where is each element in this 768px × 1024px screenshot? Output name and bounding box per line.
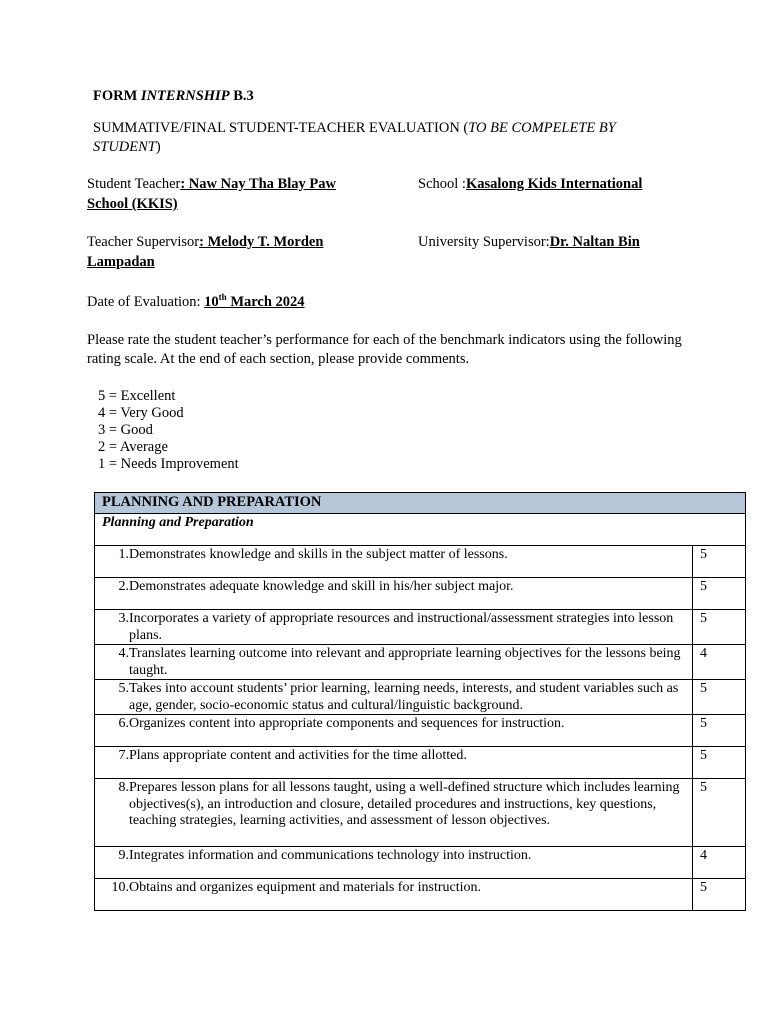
form-title-suffix: B.3	[229, 88, 254, 104]
table-row	[95, 546, 746, 578]
indicator-cell	[95, 847, 693, 879]
indicator-text: Demonstrates adequate knowledge and skill in his/her subject major.	[129, 579, 514, 594]
indicator-text: Integrates information and communications technology into instruction.	[129, 848, 532, 863]
indicator-number: 4.	[118, 646, 129, 661]
form-title-prefix: FORM	[93, 88, 141, 104]
teacher-supervisor-value-continued: Lampadan	[87, 254, 155, 270]
score-cell: 5	[693, 610, 746, 645]
teacher-supervisor-label: Teacher Supervisor	[87, 234, 200, 250]
indicator-number: 8.	[118, 780, 129, 795]
heading-main: SUMMATIVE/FINAL STUDENT-TEACHER EVALUATION (	[93, 120, 469, 136]
score-cell: 5	[693, 779, 746, 847]
rating-scale-item: 3 = Good	[98, 422, 153, 438]
indicator-text: Takes into account students’ prior learning, learning needs, interests, and student variables such as age, gender, socio-economic status and cultural/linguistic background.	[129, 681, 679, 713]
evaluation-heading	[93, 119, 616, 157]
table-row	[95, 715, 746, 747]
table-row	[95, 747, 746, 779]
indicator-number: 5.	[118, 681, 129, 696]
school-value-continued: School (KKIS)	[87, 196, 178, 212]
table-row	[95, 645, 746, 680]
university-supervisor-field	[418, 234, 640, 251]
subsection-header-row	[95, 514, 746, 546]
indicator-number: 6.	[118, 716, 129, 731]
table-row	[95, 610, 746, 645]
table-row	[95, 680, 746, 715]
indicator-text: Incorporates a variety of appropriate resources and instructional/assessment strategies into lesson plans.	[129, 611, 674, 643]
table-row	[95, 578, 746, 610]
table-row	[95, 847, 746, 879]
form-title-italic: INTERNSHIP	[140, 88, 230, 104]
rating-instructions: Please rate the student teacher’s performance for each of the benchmark indicators using the following rating scale. At the end of each section, please provide comments.	[87, 332, 682, 367]
rating-scale	[98, 388, 239, 473]
indicator-cell	[95, 610, 693, 645]
indicator-text: Obtains and organizes equipment and materials for instruction.	[129, 880, 481, 895]
indicator-text: Prepares lesson plans for all lessons taught, using a well-defined structure which includes learning objectives(s), an introduction and closure, detailed procedures and instructions, key questions, teaching strategies, learning activities, and assessment of lesson objectives.	[129, 780, 680, 828]
evaluation-table	[94, 492, 746, 911]
date-suffix: th	[218, 292, 227, 302]
rating-scale-item: 5 = Excellent	[98, 388, 176, 404]
indicator-cell	[95, 879, 693, 911]
school-field	[418, 176, 642, 193]
indicator-cell	[95, 645, 693, 680]
section-title: PLANNING AND PREPARATION	[95, 493, 746, 514]
indicator-text: Demonstrates knowledge and skills in the subject matter of lessons.	[129, 547, 508, 562]
score-cell: 4	[693, 645, 746, 680]
date-label: Date of Evaluation:	[87, 293, 205, 310]
score-cell: 5	[693, 680, 746, 715]
table-row	[95, 779, 746, 847]
date-day: 10	[204, 293, 219, 310]
indicator-text: Organizes content into appropriate components and sequences for instruction.	[129, 716, 565, 731]
rating-scale-item: 4 = Very Good	[98, 405, 184, 421]
indicator-text: Plans appropriate content and activities for the time allotted.	[129, 748, 467, 763]
subsection-title: Planning and Preparation	[95, 514, 746, 546]
indicator-cell	[95, 680, 693, 715]
table-row	[95, 879, 746, 911]
indicator-number: 2.	[118, 579, 129, 594]
indicator-cell	[95, 747, 693, 779]
heading-italic-line1: TO BE COMPELETE BY	[468, 120, 616, 136]
school-value: Kasalong Kids International	[465, 176, 643, 192]
date-value	[204, 294, 304, 310]
score-cell: 4	[693, 847, 746, 879]
indicator-number: 3.	[118, 611, 129, 626]
heading-close: )	[155, 139, 161, 155]
indicator-cell	[95, 546, 693, 578]
university-supervisor-value: Dr. Naltan Bin	[549, 234, 640, 250]
indicator-number: 10.	[111, 880, 129, 895]
teacher-supervisor-value: : Melody T. Morden	[199, 234, 324, 250]
student-teacher-label: Student Teacher	[87, 176, 181, 192]
heading-italic-line2: STUDENT	[93, 139, 156, 155]
score-cell: 5	[693, 747, 746, 779]
score-cell: 5	[693, 715, 746, 747]
indicator-text: Translates learning outcome into relevant and appropriate learning objectives for the lessons being taught.	[129, 646, 681, 678]
score-cell: 5	[693, 546, 746, 578]
indicator-number: 7.	[118, 748, 129, 763]
indicator-cell	[95, 779, 693, 847]
indicator-cell	[95, 715, 693, 747]
indicator-number: 1.	[118, 547, 129, 562]
rating-scale-item: 2 = Average	[98, 439, 168, 455]
section-header-row	[95, 493, 746, 514]
date-rest: March 2024	[226, 293, 305, 310]
rating-scale-item: 1 = Needs Improvement	[98, 456, 239, 472]
indicator-number: 9.	[118, 848, 129, 863]
student-teacher-field	[87, 176, 336, 193]
school-label: School :	[418, 176, 466, 192]
score-cell: 5	[693, 879, 746, 911]
form-title	[93, 88, 254, 105]
date-of-evaluation	[87, 292, 305, 311]
score-cell: 5	[693, 578, 746, 610]
university-supervisor-label: University Supervisor:	[418, 234, 550, 250]
student-teacher-value: : Naw Nay Tha Blay Paw	[180, 176, 336, 192]
indicator-cell	[95, 578, 693, 610]
teacher-supervisor-field	[87, 234, 323, 251]
